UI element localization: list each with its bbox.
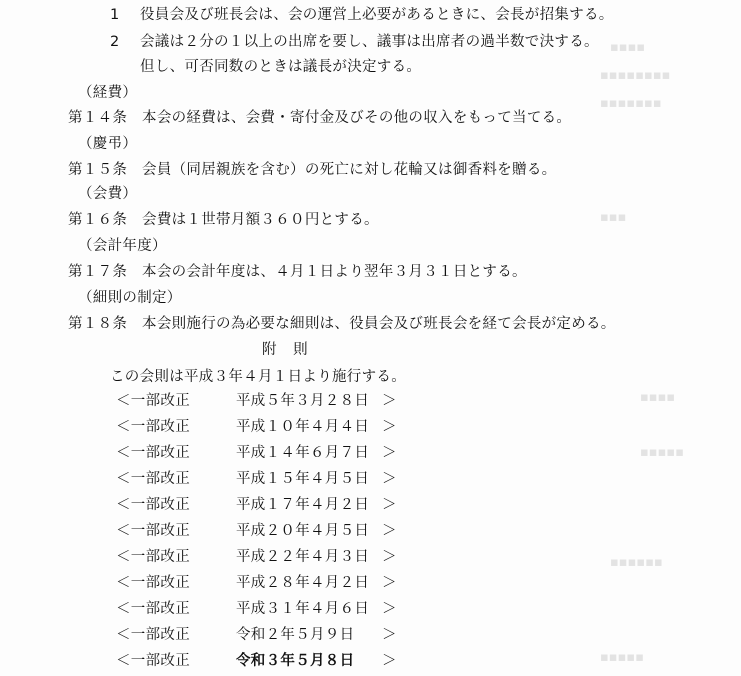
revision-close: ＞ — [382, 419, 397, 435]
clause-number: 1 — [110, 7, 120, 23]
revision-label: ＜一部改正 — [116, 653, 190, 669]
article-number: 第１７条 — [68, 264, 128, 280]
bleed-through-mark: ▪▪▪▪▪ — [600, 650, 645, 665]
bleed-through-mark: ▪▪▪▪▪ — [640, 445, 685, 460]
section-heading-expenses — [78, 84, 137, 102]
heading-text: （会計年度） — [78, 238, 167, 254]
revision-row — [116, 574, 397, 592]
proviso-text: 但し、可否同数のときは議長が決定する。 — [140, 59, 422, 75]
bleed-through-mark: ▪▪▪▪ — [610, 40, 646, 55]
revision-label: ＜一部改正 — [116, 575, 190, 591]
article-number: 第１５条 — [68, 162, 128, 178]
revision-label: ＜一部改正 — [116, 523, 190, 539]
revision-date: 平成２２年４月３日 — [236, 549, 370, 565]
bleed-through-mark: ▪▪▪▪▪▪ — [610, 555, 663, 570]
article-number: 第１６条 — [68, 212, 128, 228]
article-text: 会員（同居親族を含む）の死亡に対し花輪又は御香料を贈る。 — [142, 162, 557, 178]
revision-close: ＞ — [382, 523, 397, 539]
revision-row — [116, 600, 397, 618]
article-number: 第１８条 — [68, 316, 128, 332]
revision-date: 平成１７年４月２日 — [236, 497, 370, 513]
revision-date: 平成２８年４月２日 — [236, 575, 370, 591]
revision-close: ＞ — [382, 497, 397, 513]
revision-row — [116, 626, 397, 644]
revision-label: ＜一部改正 — [116, 549, 190, 565]
revision-label: ＜一部改正 — [116, 393, 190, 409]
revision-close: ＞ — [382, 653, 397, 669]
revision-label: ＜一部改正 — [116, 445, 190, 461]
revision-close: ＞ — [382, 575, 397, 591]
revision-row-latest — [116, 652, 397, 670]
revision-close: ＞ — [382, 627, 397, 643]
article-text: 会費は１世帯月額３６０円とする。 — [142, 212, 379, 228]
revision-close: ＞ — [382, 471, 397, 487]
revision-label: ＜一部改正 — [116, 627, 190, 643]
clause-number: 2 — [110, 34, 120, 50]
section-heading-condolence — [78, 135, 137, 153]
article-number: 第１４条 — [68, 110, 128, 126]
heading-text: （慶弔） — [78, 136, 138, 152]
revision-date-emphasized: 令和３年５月８日 — [236, 653, 355, 669]
clause-text: 会議は２分の１以上の出席を要し、議事は出席者の過半数で決する。 — [140, 34, 599, 50]
revision-row — [116, 548, 397, 566]
clause-text: 役員会及び班長会は、会の運営上必要があるときに、会長が招集する。 — [140, 7, 614, 23]
heading-text: （細則の制定） — [78, 290, 182, 306]
article-16 — [68, 211, 379, 229]
clause-2-proviso — [140, 58, 421, 76]
article-14 — [68, 109, 571, 127]
supplementary-title-text: 附 則 — [262, 342, 314, 358]
revision-row — [116, 496, 397, 514]
revision-row — [116, 522, 397, 540]
revision-row — [116, 444, 397, 462]
bleed-through-mark: ▪▪▪ — [600, 210, 627, 225]
supplementary-title — [262, 341, 314, 359]
clause-2 — [110, 33, 599, 51]
revision-date: 平成１０年４月４日 — [236, 419, 370, 435]
clause-1 — [110, 6, 614, 24]
revision-label: ＜一部改正 — [116, 497, 190, 513]
bleed-through-mark: ▪▪▪▪▪▪▪▪ — [600, 68, 671, 83]
heading-text: （会費） — [78, 186, 138, 202]
heading-text: （経費） — [78, 85, 138, 101]
article-text: 本会の会計年度は、４月１日より翌年３月３１日とする。 — [142, 264, 527, 280]
revision-date: 令和２年５月９日 — [236, 627, 355, 643]
revision-label: ＜一部改正 — [116, 601, 190, 617]
revision-date: 平成１４年６月７日 — [236, 445, 370, 461]
revision-date: 平成１５年４月５日 — [236, 471, 370, 487]
bleed-through-mark: ▪▪▪▪▪▪▪ — [600, 96, 662, 111]
revision-row — [116, 470, 397, 488]
revision-close: ＞ — [382, 601, 397, 617]
article-text: 本会の経費は、会費・寄付金及びその他の収入をもって当てる。 — [142, 110, 572, 126]
revision-label: ＜一部改正 — [116, 471, 190, 487]
article-15 — [68, 161, 556, 179]
revision-date: 平成２０年４月５日 — [236, 523, 370, 539]
enforcement-statement — [110, 368, 406, 386]
bleed-through-mark: ▪▪▪▪ — [640, 390, 676, 405]
revision-date: 平成５年３月２８日 — [236, 393, 370, 409]
section-heading-fiscal-year — [78, 237, 167, 255]
revision-label: ＜一部改正 — [116, 419, 190, 435]
section-heading-fees — [78, 185, 137, 203]
revision-close: ＞ — [382, 393, 397, 409]
revision-row — [116, 392, 397, 410]
revision-row — [116, 418, 397, 436]
article-17 — [68, 263, 527, 281]
article-text: 本会則施行の為必要な細則は、役員会及び班長会を経て会長が定める。 — [142, 316, 616, 332]
section-heading-bylaws — [78, 289, 182, 307]
enforcement-text: この会則は平成３年４月１日より施行する。 — [110, 369, 406, 385]
revision-close: ＞ — [382, 549, 397, 565]
revision-date: 平成３１年４月６日 — [236, 601, 370, 617]
revision-close: ＞ — [382, 445, 397, 461]
article-18 — [68, 315, 616, 333]
